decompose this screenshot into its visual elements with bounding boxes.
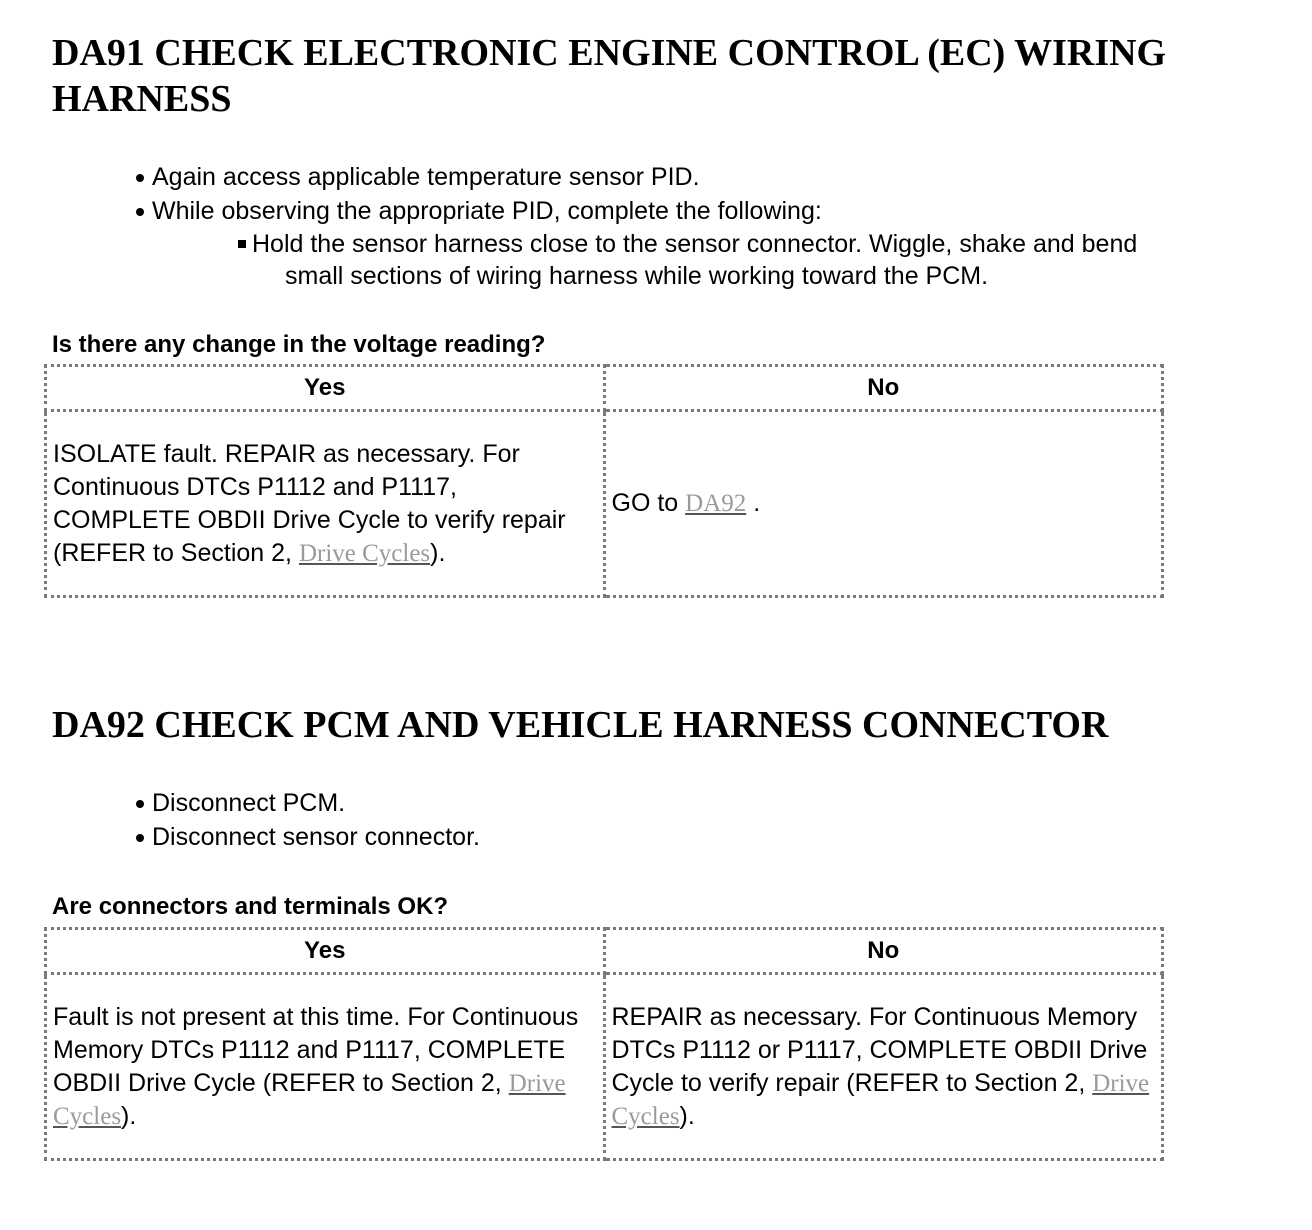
bullet-icon (136, 834, 144, 842)
result-table (44, 927, 1164, 1161)
drive-cycles-link[interactable]: Drive Cycles (53, 1069, 566, 1130)
da92-link[interactable]: DA92 (685, 490, 747, 517)
sub-instruction-text: Hold the sensor harness close to the sensor connector. Wiggle, shake and bend (252, 230, 1138, 258)
no-cell (604, 974, 1163, 1160)
instruction-list (52, 786, 1292, 854)
yes-text-end: ). (121, 1101, 137, 1130)
no-text: REPAIR as necessary. For Continuous Memory DTCs P1112 or P1117, COMPLETE OBDII Drive Cycle to verify repair (REFER to Section 2, (611, 1002, 1148, 1097)
step-title: DA92 CHECK PCM AND VEHICLE HARNESS CONNECTOR (52, 704, 1109, 746)
no-text: GO to (611, 489, 686, 517)
step-title (52, 30, 1292, 122)
no-header: No (604, 929, 1163, 974)
step-title-line: DA91 CHECK ELECTRONIC ENGINE CONTROL (EC) WIRING (52, 32, 1167, 74)
yes-cell (46, 411, 605, 597)
instruction-item (52, 194, 1292, 228)
instruction-item (52, 786, 1292, 820)
yes-header: Yes (46, 929, 605, 974)
sub-instruction-item (52, 228, 1292, 292)
step-da92 (52, 702, 1292, 922)
table-header-row (46, 366, 1163, 411)
yes-cell (46, 974, 605, 1160)
instruction-text: Again access applicable temperature sensor PID. (152, 163, 700, 191)
no-text-end: ). (679, 1101, 695, 1130)
table-header-row (46, 929, 1163, 974)
instruction-item (52, 160, 1292, 194)
no-cell (604, 411, 1163, 597)
no-text-end: . (746, 489, 761, 517)
drive-cycles-link[interactable]: Drive Cycles (298, 539, 431, 567)
question: Is there any change in the voltage reading? (52, 331, 546, 358)
no-header: No (604, 366, 1163, 411)
result-table (44, 364, 1164, 598)
instruction-text: Disconnect PCM. (152, 789, 346, 817)
step-title-line: HARNESS (52, 78, 232, 120)
bullet-icon (136, 800, 144, 808)
sub-instruction-list (52, 228, 1292, 292)
square-bullet-icon (238, 240, 246, 248)
table-row (46, 411, 1163, 597)
question: Are connectors and terminals OK? (52, 893, 449, 920)
table-row (46, 974, 1163, 1160)
instruction-item (52, 820, 1292, 854)
yes-text-end: ). (430, 538, 446, 567)
bullet-icon (136, 174, 144, 182)
drive-cycles-link[interactable]: Drive Cycles (611, 1069, 1150, 1130)
yes-header: Yes (46, 366, 605, 411)
instruction-list (52, 160, 1292, 228)
bullet-icon (136, 208, 144, 216)
instruction-text: Disconnect sensor connector. (152, 823, 480, 851)
sub-instruction-text: small sections of wiring harness while working toward the PCM. (285, 262, 989, 290)
yes-text: ISOLATE fault. REPAIR as necessary. For Continuous DTCs P1112 and P1117, COMPLETE OBDII Drive Cycle to verify repair (REFER to Section 2, (53, 439, 566, 567)
yes-text: Fault is not present at this time. For Continuous Memory DTCs P1112 and P1117, COMPLETE OBDII Drive Cycle (REFER to Section 2, (53, 1002, 579, 1097)
step-da91 (52, 30, 1292, 360)
instruction-text: While observing the appropriate PID, complete the following: (152, 197, 822, 225)
